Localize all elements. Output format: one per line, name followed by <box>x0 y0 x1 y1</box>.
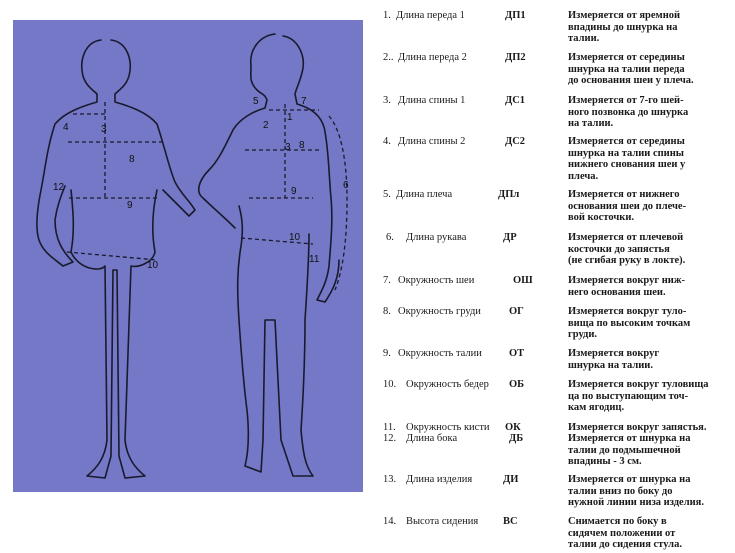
measurement-name: Окружность бедер <box>406 379 489 390</box>
row-number: 1. <box>383 10 391 21</box>
row-number: 13. <box>383 474 397 485</box>
measurement-description: Измеряется от шнурка на талии до подмышечной впадины - 3 см. <box>568 433 691 467</box>
row-number: 7. <box>383 275 391 286</box>
row-number: 3. <box>383 95 391 106</box>
measurement-description: Измеряется вокруг запястья. <box>568 422 707 433</box>
measurement-description: Измеряется вокруг туловища ца по выступающим точ- кам ягодиц. <box>568 379 709 413</box>
measurement-description: Измеряется вокруг ниж- него основания шеи. <box>568 275 685 298</box>
row-number: 5. <box>383 189 391 200</box>
measurement-description: Измеряется от нижнего основания шеи до плече- вой косточки. <box>568 189 687 223</box>
back-label-4: 4 <box>63 122 69 133</box>
measurement-abbr: ДПл <box>498 189 520 200</box>
measurement-description: Измеряется от яремной впадины до шнурка на талии. <box>568 10 681 44</box>
measurement-name: Окружность кисти <box>406 422 490 433</box>
measurement-abbr: ОШ <box>513 275 533 286</box>
front-label-10: 10 <box>289 232 301 243</box>
measurement-name: Окружность талии <box>398 348 482 359</box>
row-number: 14. <box>383 516 397 527</box>
measurement-name: Длина рукава <box>406 232 467 243</box>
measurement-description: Снимается по боку в сидячем положении от талии до сидения стула. <box>568 516 682 550</box>
measurement-name: Длина изделия <box>406 474 473 485</box>
front-label-8: 8 <box>299 140 305 151</box>
measurement-name: Окружность шеи <box>398 275 475 286</box>
measurement-abbr: ДБ <box>509 433 524 444</box>
measurement-name: Высота сидения <box>406 516 479 527</box>
measurement-abbr: ВС <box>503 516 518 527</box>
measurement-description: Измеряется от 7-го шей- ного позвонка до шнурка на талии. <box>568 95 689 129</box>
measurement-description: Измеряется от середины шнурка на талии спины нижнего снования шеи у плеча. <box>568 136 686 182</box>
measurement-name: Длина переда 2 <box>398 52 467 63</box>
front-label-2: 2 <box>263 120 269 131</box>
back-label-12: 12 <box>53 182 65 193</box>
front-label-9: 9 <box>291 186 297 197</box>
measurement-description: Измеряется вокруг шнурка на талии. <box>568 348 660 371</box>
measurement-name: Длина спины 1 <box>398 95 466 106</box>
front-label-3: 3 <box>285 142 291 153</box>
measurement-description: Измеряется от шнурка на талии вниз по боку до нужной линии низа изделия. <box>568 474 704 508</box>
measurement-name: Длина плеча <box>396 189 453 200</box>
measurement-abbr: ДП2 <box>505 52 526 63</box>
back-label-10: 10 <box>147 260 159 271</box>
measurement-name: Окружность груди <box>398 306 481 317</box>
measurement-name: Длина переда 1 <box>396 10 465 21</box>
row-number: 4. <box>383 136 391 147</box>
measurement-abbr: ОБ <box>509 379 525 390</box>
measurement-name: Длина спины 2 <box>398 136 466 147</box>
measurement-description: Измеряется от середины шнурка на талии переда до основания шеи у плеча. <box>568 52 694 86</box>
row-number: 12. <box>383 433 397 444</box>
measurement-abbr: ОК <box>505 422 521 433</box>
measurement-abbr: ДП1 <box>505 10 526 21</box>
front-label-6: 6 <box>343 180 349 191</box>
row-number: 11. <box>383 422 396 433</box>
measurement-abbr: ДС2 <box>505 136 526 147</box>
measurement-name: Длина бока <box>406 433 458 444</box>
row-number: 6. <box>386 232 394 243</box>
row-number: 10. <box>383 379 397 390</box>
front-label-5: 5 <box>253 96 259 107</box>
measurement-abbr: ОТ <box>509 348 525 359</box>
front-label-7: 7 <box>301 96 307 107</box>
back-label-9: 9 <box>127 200 133 211</box>
row-number: 9. <box>383 348 391 359</box>
measurement-abbr: ДИ <box>503 474 519 485</box>
measurement-abbr: ОГ <box>509 306 524 317</box>
measurement-description: Измеряется от плечевой косточки до запястья (не сгибая руку в локте). <box>568 232 686 266</box>
measurement-abbr: ДС1 <box>505 95 526 106</box>
row-number: 2.. <box>383 52 394 63</box>
back-label-3: 3 <box>101 124 107 135</box>
measurement-description: Измеряется вокруг туло- вища по высоким точкам груди. <box>568 306 691 340</box>
front-label-11: 11 <box>309 254 320 265</box>
back-label-8: 8 <box>129 154 135 165</box>
front-label-1: 1 <box>287 112 293 123</box>
row-number: 8. <box>383 306 391 317</box>
measurement-abbr: ДР <box>503 232 517 243</box>
